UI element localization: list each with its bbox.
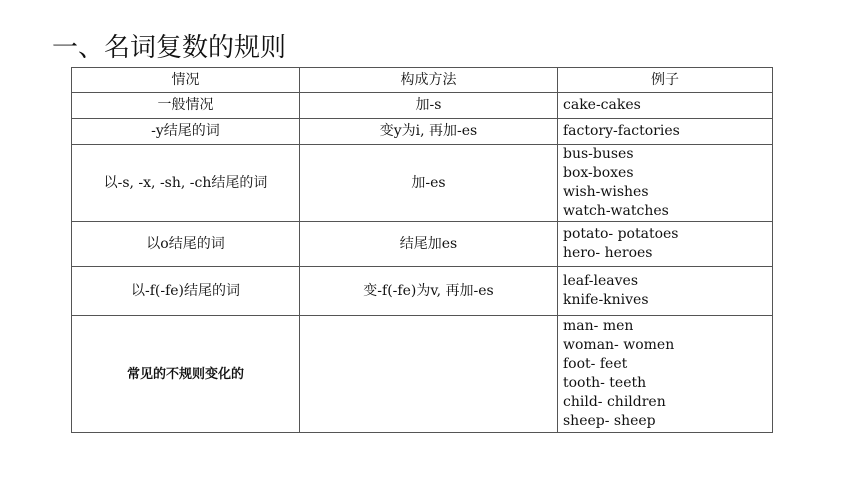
header-examples: 例子 — [558, 68, 773, 93]
situation-cell: 以-s, -x, -sh, -ch结尾的词 — [72, 145, 300, 222]
examples-cell — [558, 267, 773, 316]
situation-cell: 以o结尾的词 — [72, 222, 300, 267]
example-item: child- children — [563, 394, 666, 410]
page-title: 一、名词复数的规则 — [52, 33, 287, 63]
examples-cell — [558, 316, 773, 433]
example-item: sheep- sheep — [563, 413, 656, 429]
table-header-row — [72, 68, 773, 93]
example-item: knife-knives — [563, 292, 649, 308]
example-item: foot- feet — [563, 356, 628, 372]
method-cell: 加-es — [300, 145, 558, 222]
table-row — [72, 222, 773, 267]
examples-cell — [558, 93, 773, 119]
header-situation: 情况 — [72, 68, 300, 93]
header-method: 构成方法 — [300, 68, 558, 93]
situation-cell: 一般情况 — [72, 93, 300, 119]
example-item: watch-watches — [563, 203, 669, 219]
table-row — [72, 145, 773, 222]
example-item: bus-buses — [563, 146, 634, 162]
situation-cell: -y结尾的词 — [72, 119, 300, 145]
example-item: potato- potatoes — [563, 226, 679, 242]
example-item: man- men — [563, 318, 634, 334]
rules-table — [71, 67, 773, 433]
example-item: cake-cakes — [563, 97, 641, 113]
situation-cell: 常见的不规则变化的 — [72, 316, 300, 433]
examples-cell — [558, 119, 773, 145]
table-row — [72, 93, 773, 119]
method-cell: 结尾加es — [300, 222, 558, 267]
table-row — [72, 119, 773, 145]
situation-cell: 以-f(-fe)结尾的词 — [72, 267, 300, 316]
method-cell: 变y为i, 再加-es — [300, 119, 558, 145]
example-item: tooth- teeth — [563, 375, 647, 391]
examples-cell — [558, 145, 773, 222]
examples-cell — [558, 222, 773, 267]
method-cell: 加-s — [300, 93, 558, 119]
example-item: woman- women — [563, 337, 675, 353]
example-item: wish-wishes — [563, 184, 649, 200]
method-cell — [300, 316, 558, 433]
table-row — [72, 316, 773, 433]
example-item: hero- heroes — [563, 245, 653, 261]
method-cell: 变-f(-fe)为v, 再加-es — [300, 267, 558, 316]
example-item: factory-factories — [563, 123, 680, 139]
example-item: leaf-leaves — [563, 273, 639, 289]
table-row — [72, 267, 773, 316]
example-item: box-boxes — [563, 165, 634, 181]
